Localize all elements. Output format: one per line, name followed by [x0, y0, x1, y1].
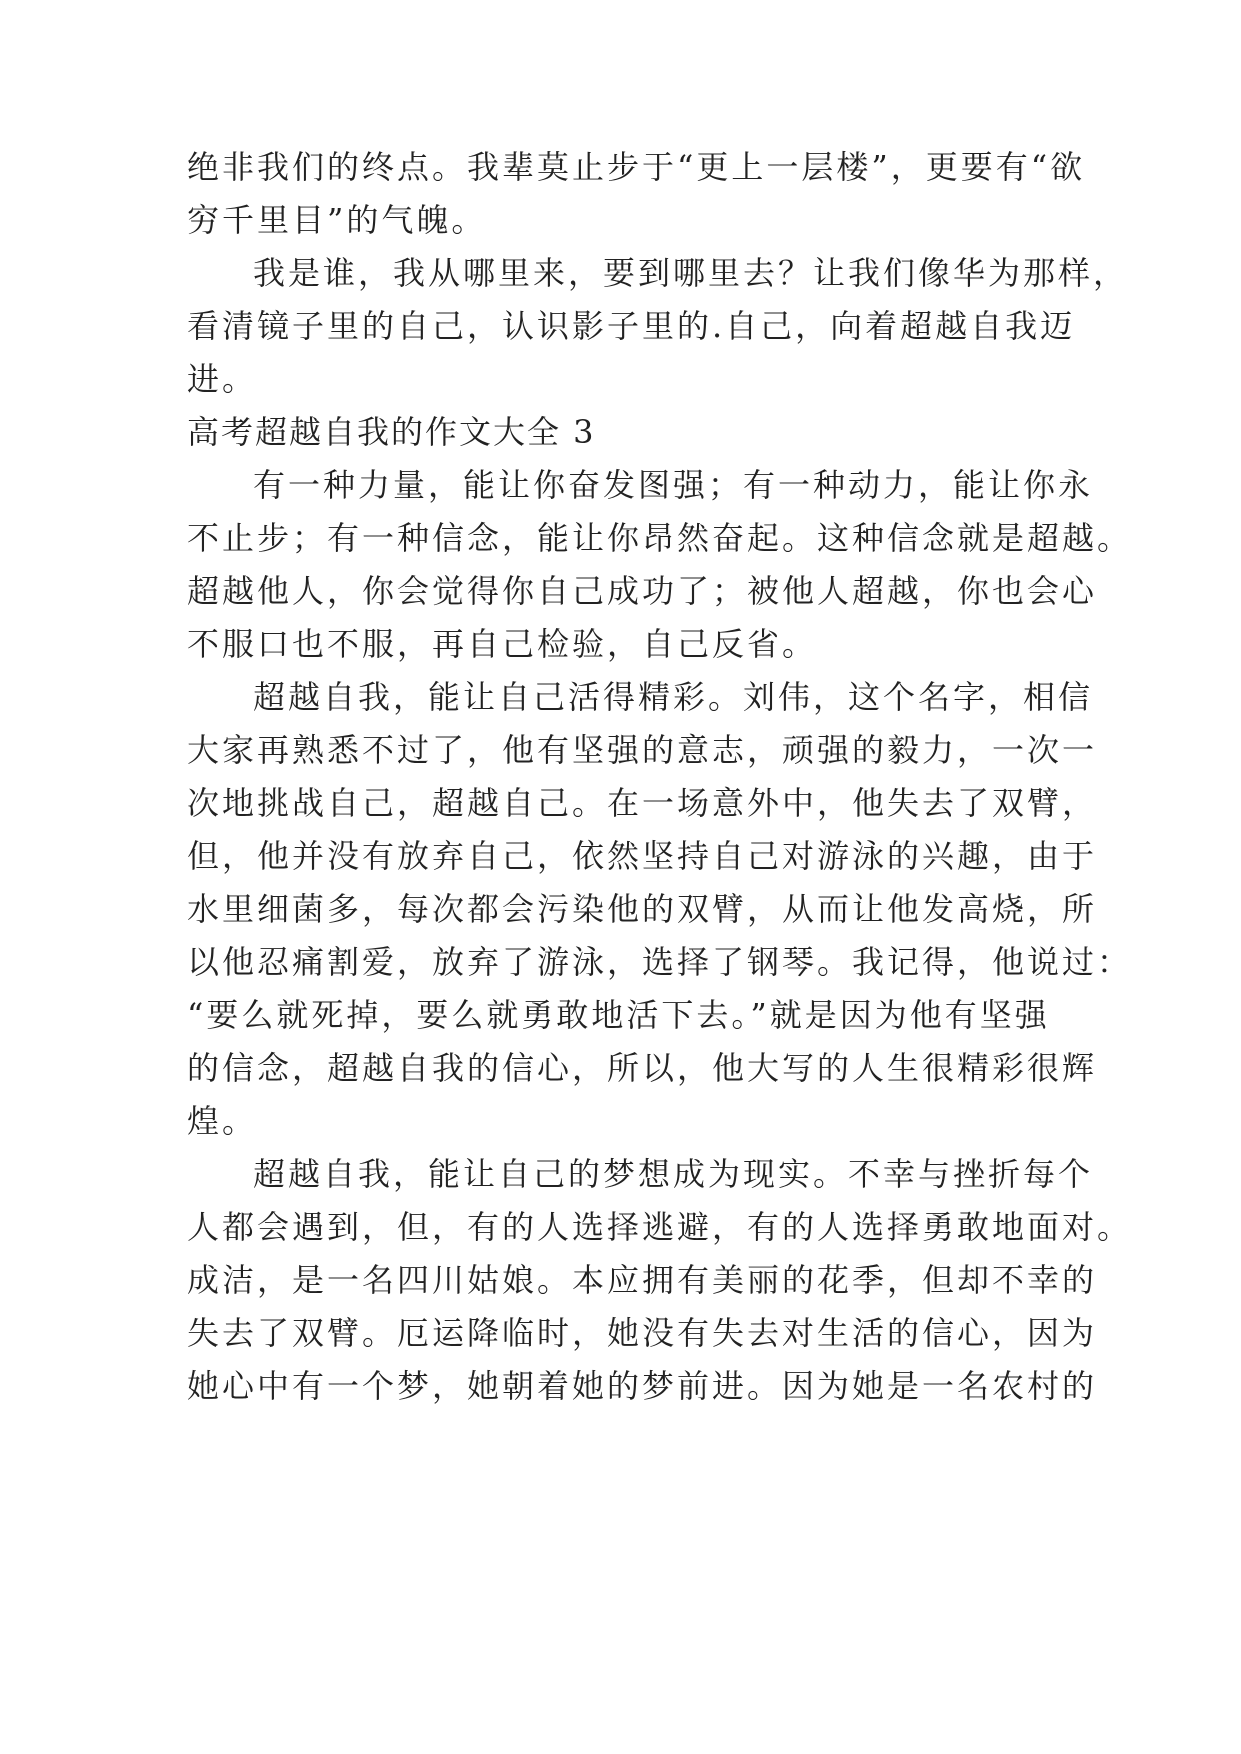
paragraph-line: 人都会遇到，但，有的人选择逃避，有的人选择勇敢地面对。 — [187, 1208, 1133, 1246]
paragraph-line: 次地挑战自己，超越自己。在一场意外中，他失去了双臂， — [187, 784, 1098, 822]
paragraph-line: 以他忍痛割爱，放弃了游泳，选择了钢琴。我记得，他说过： — [187, 943, 1133, 981]
paragraph-line: 大家再熟悉不过了，他有坚强的意志，顽强的毅力，一次一 — [187, 731, 1098, 769]
paragraph-line: 她心中有一个梦，她朝着她的梦前进。因为她是一名农村的 — [187, 1367, 1098, 1405]
paragraph-line: 不止步；有一种信念，能让你昂然奋起。这种信念就是超越。 — [187, 519, 1133, 557]
paragraph-line: 进。 — [187, 360, 258, 398]
paragraph-line: 但，他并没有放弃自己，依然坚持自己对游泳的兴趣，由于 — [187, 837, 1098, 875]
paragraph-line: 水里细菌多，每次都会污染他的双臂，从而让他发高烧，所 — [187, 890, 1098, 928]
paragraph-line: 成洁，是一名四川姑娘。本应拥有美丽的花季，但却不幸的 — [187, 1261, 1098, 1299]
paragraph-line: 穷千里目”的气魄。 — [187, 201, 487, 239]
paragraph-line: 超越自我，能让自己活得精彩。刘伟，这个名字，相信 — [253, 678, 1094, 716]
paragraph-line: 超越自我，能让自己的梦想成为现实。不幸与挫折每个 — [253, 1155, 1094, 1193]
paragraph-line: “要么就死掉，要么就勇敢地活下去。”就是因为他有坚强 — [187, 996, 1050, 1034]
section-heading: 高考超越自我的作文大全 3 — [187, 413, 596, 451]
paragraph-line: 看清镜子里的自己，认识影子里的.自己，向着超越自我迈 — [187, 307, 1076, 345]
paragraph-line: 不服口也不服，再自己检验，自己反省。 — [187, 625, 818, 663]
paragraph-line: 绝非我们的终点。我辈莫止步于“更上一层楼”，更要有“欲 — [187, 148, 1086, 186]
paragraph-line: 失去了双臂。厄运降临时，她没有失去对生活的信心，因为 — [187, 1314, 1098, 1352]
paragraph-line: 超越他人，你会觉得你自己成功了；被他人超越，你也会心 — [187, 572, 1098, 610]
paragraph-line: 我是谁，我从哪里来，要到哪里去？让我们像华为那样， — [253, 254, 1129, 292]
paragraph-line: 的信念，超越自我的信心，所以，他大写的人生很精彩很辉 — [187, 1049, 1098, 1087]
paragraph-line: 煌。 — [187, 1102, 258, 1140]
paragraph-line: 有一种力量，能让你奋发图强；有一种动力，能让你永 — [253, 466, 1094, 504]
